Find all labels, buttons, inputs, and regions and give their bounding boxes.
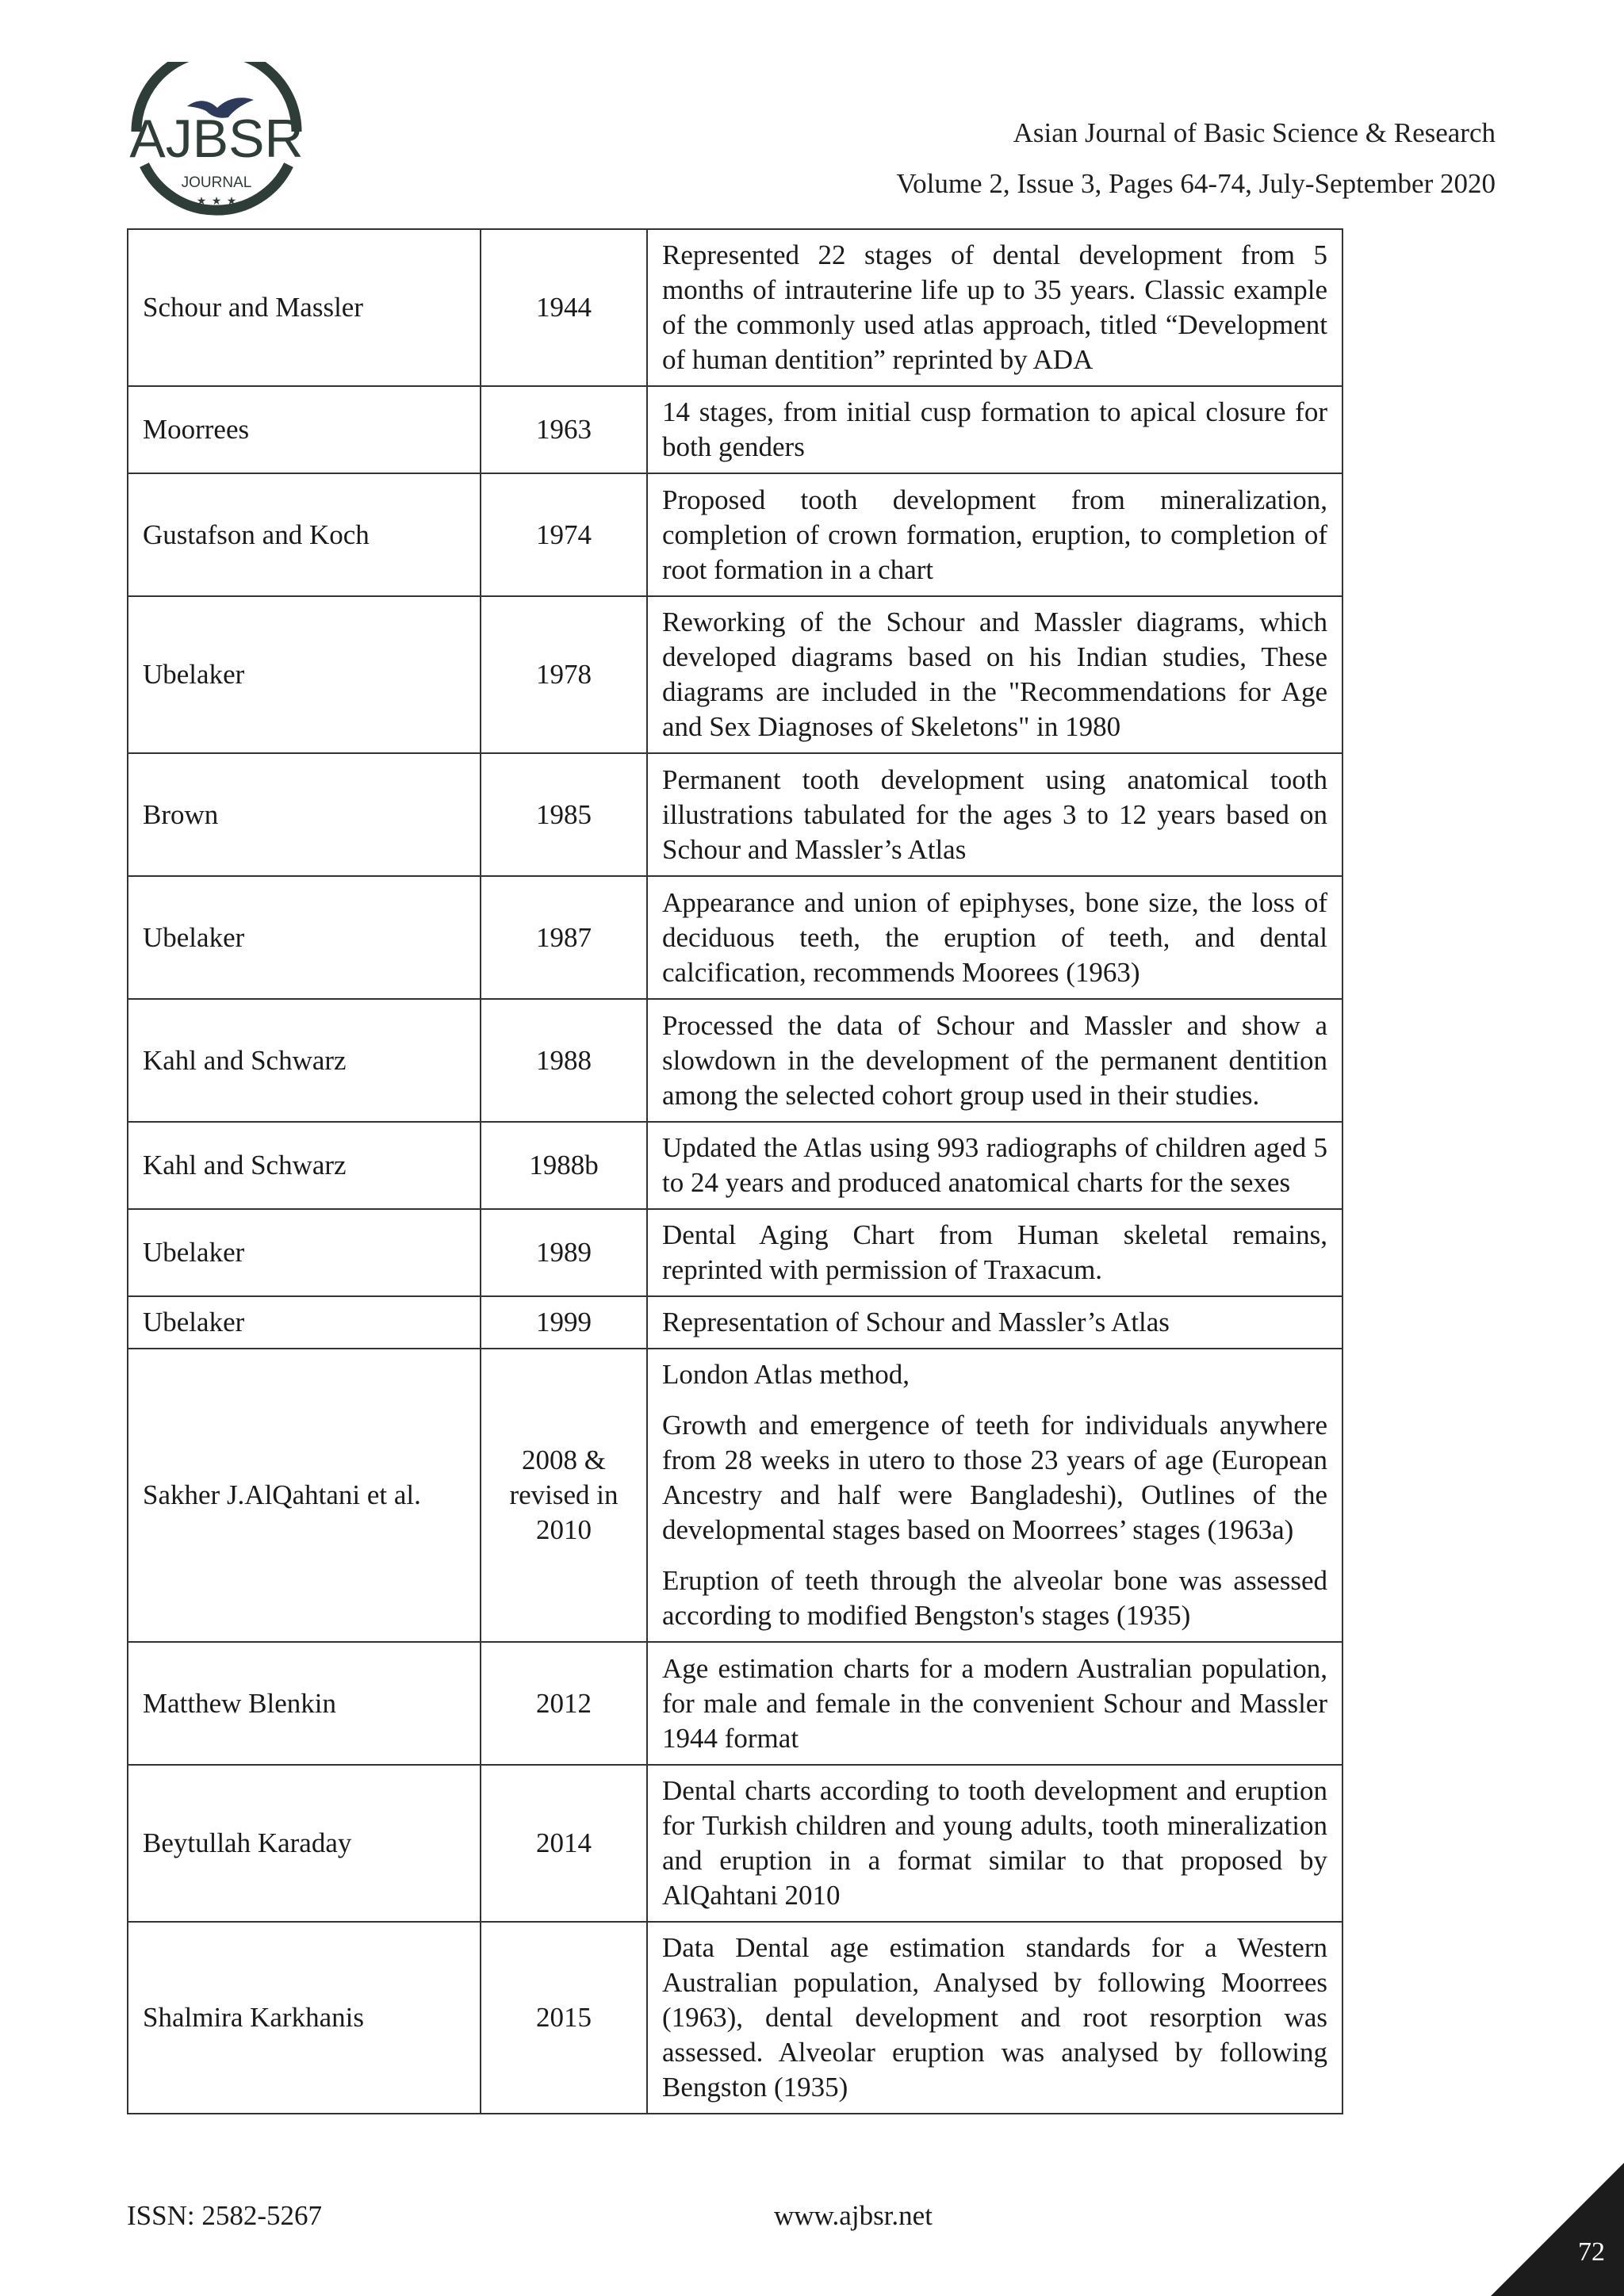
description-paragraph: Dental charts according to tooth development and eruption for Turkish children and young adults, tooth mineralization and eruption in a format similar to that proposed by AlQahtani 2010 <box>662 1775 1327 1911</box>
year-cell: 1978 <box>481 596 647 753</box>
description-cell <box>647 1642 1342 1765</box>
star-icon <box>197 196 237 208</box>
table-row <box>128 1296 1342 1349</box>
table-row <box>128 1349 1342 1642</box>
description-paragraph: 14 stages, from initial cusp formation to apical closure for both genders <box>662 396 1327 462</box>
journal-header <box>896 108 1496 209</box>
description-cell <box>647 1922 1342 2114</box>
table-row <box>128 596 1342 753</box>
table-row <box>128 1765 1342 1922</box>
table-row <box>128 1209 1342 1296</box>
author-cell: Brown <box>128 753 481 876</box>
table-row <box>128 876 1342 999</box>
year-cell: 2012 <box>481 1642 647 1765</box>
year-cell: 1974 <box>481 473 647 596</box>
description-paragraph: Proposed tooth development from mineralization, completion of crown formation, eruption, to completion of root formation in a chart <box>662 484 1327 585</box>
logo-subtext: JOURNAL <box>181 174 252 191</box>
description-cell <box>647 473 1342 596</box>
author-cell: Schour and Massler <box>128 229 481 386</box>
year-cell: 1988b <box>481 1122 647 1209</box>
year-cell: 2008 & revised in 2010 <box>481 1349 647 1642</box>
year-cell: 1999 <box>481 1296 647 1349</box>
dental-atlas-table <box>127 228 1343 2114</box>
author-cell: Kahl and Schwarz <box>128 999 481 1122</box>
description-cell <box>647 876 1342 999</box>
table-row <box>128 473 1342 596</box>
issn: ISSN: 2582-5267 <box>127 2200 322 2231</box>
description-paragraph: Reworking of the Schour and Massler diagrams, which developed diagrams based on his Indian studies, These diagrams are included in the "Recommendations for Age and Sex Diagnoses of Skeletons" in 1980 <box>662 607 1327 742</box>
year-cell: 1987 <box>481 876 647 999</box>
author-cell: Kahl and Schwarz <box>128 1122 481 1209</box>
author-cell: Matthew Blenkin <box>128 1642 481 1765</box>
svg-text:★: ★ <box>196 196 207 208</box>
description-paragraph: Updated the Atlas using 993 radiographs of children aged 5 to 24 years and produced anatomical charts for the sexes <box>662 1132 1327 1198</box>
volume-info: Volume 2, Issue 3, Pages 64-74, July-September 2020 <box>896 168 1496 199</box>
author-cell: Moorrees <box>128 386 481 473</box>
svg-text:★: ★ <box>226 196 237 208</box>
description-paragraph: Dental Aging Chart from Human skeletal remains, reprinted with permission of Traxacum. <box>662 1219 1327 1285</box>
page-corner <box>1491 2163 1624 2296</box>
svg-text:★: ★ <box>211 196 222 208</box>
year-cell: 1989 <box>481 1209 647 1296</box>
year-cell: 1988 <box>481 999 647 1122</box>
description-paragraph: Growth and emergence of teeth for individuals anywhere from 28 weeks in utero to those 23 years of age (European Ancestry and half were Bangladeshi), Outlines of the developmental stages based on Moorrees’ stages (1963a) <box>662 1410 1327 1545</box>
description-cell <box>647 753 1342 876</box>
description-cell <box>647 1765 1342 1922</box>
description-cell <box>647 386 1342 473</box>
description-cell <box>647 1122 1342 1209</box>
author-cell: Beytullah Karaday <box>128 1765 481 1922</box>
website-link[interactable]: www.ajbsr.net <box>774 2200 933 2231</box>
year-cell: 1963 <box>481 386 647 473</box>
year-cell: 1985 <box>481 753 647 876</box>
description-paragraph: Processed the data of Schour and Massler and show a slowdown in the development of the permanent dentition among the selected cohort group used in their studies. <box>662 1009 1327 1111</box>
description-paragraph: Representation of Schour and Massler’s Atlas <box>662 1307 1170 1337</box>
table-row <box>128 999 1342 1122</box>
author-cell: Ubelaker <box>128 1209 481 1296</box>
description-cell <box>647 1209 1342 1296</box>
description-paragraph: Age estimation charts for a modern Australian population, for male and female in the convenient Schour and Massler 1944 format <box>662 1652 1327 1754</box>
description-paragraph: London Atlas method, <box>662 1359 910 1390</box>
description-paragraph: Eruption of teeth through the alveolar bone was assessed according to modified Bengston's stages (1935) <box>662 1565 1327 1631</box>
journal-name: Asian Journal of Basic Science & Research <box>1013 117 1496 148</box>
page-number: 72 <box>1578 2237 1605 2267</box>
author-cell: Gustafson and Koch <box>128 473 481 596</box>
description-cell <box>647 596 1342 753</box>
description-paragraph: Data Dental age estimation standards for a Western Australian population, Analysed by following Moorrees (1963), dental development and root resorption was assessed. Alveolar eruption was analysed by following Bengston (1935) <box>662 1932 1327 2103</box>
year-cell: 2015 <box>481 1922 647 2114</box>
table-row <box>128 1922 1342 2114</box>
author-cell: Sakher J.AlQahtani et al. <box>128 1349 481 1642</box>
author-cell: Shalmira Karkhanis <box>128 1922 481 2114</box>
author-cell: Ubelaker <box>128 596 481 753</box>
description-cell <box>647 999 1342 1122</box>
journal-logo <box>117 62 316 227</box>
author-cell: Ubelaker <box>128 876 481 999</box>
description-cell <box>647 229 1342 386</box>
description-paragraph: Permanent tooth development using anatomical tooth illustrations tabulated for the ages 3 to 12 years based on Schour and Massler’s Atlas <box>662 763 1327 865</box>
table-row <box>128 386 1342 473</box>
table-row <box>128 1122 1342 1209</box>
description-paragraph: Represented 22 stages of dental development from 5 months of intrauterine life up to 35 years. Classic example of the commonly used atlas approach, titled “Development of human dentition” reprinted by ADA <box>662 239 1327 375</box>
table-row <box>128 229 1342 386</box>
author-cell: Ubelaker <box>128 1296 481 1349</box>
year-cell: 2014 <box>481 1765 647 1922</box>
description-cell <box>647 1296 1342 1349</box>
year-cell: 1944 <box>481 229 647 386</box>
description-cell <box>647 1349 1342 1642</box>
table-row <box>128 1642 1342 1765</box>
logo-text: AJBSR <box>129 109 304 169</box>
description-paragraph: Appearance and union of epiphyses, bone size, the loss of deciduous teeth, the eruption of teeth, and dental calcification, recommends Moorees (1963) <box>662 886 1327 988</box>
table-row <box>128 753 1342 876</box>
